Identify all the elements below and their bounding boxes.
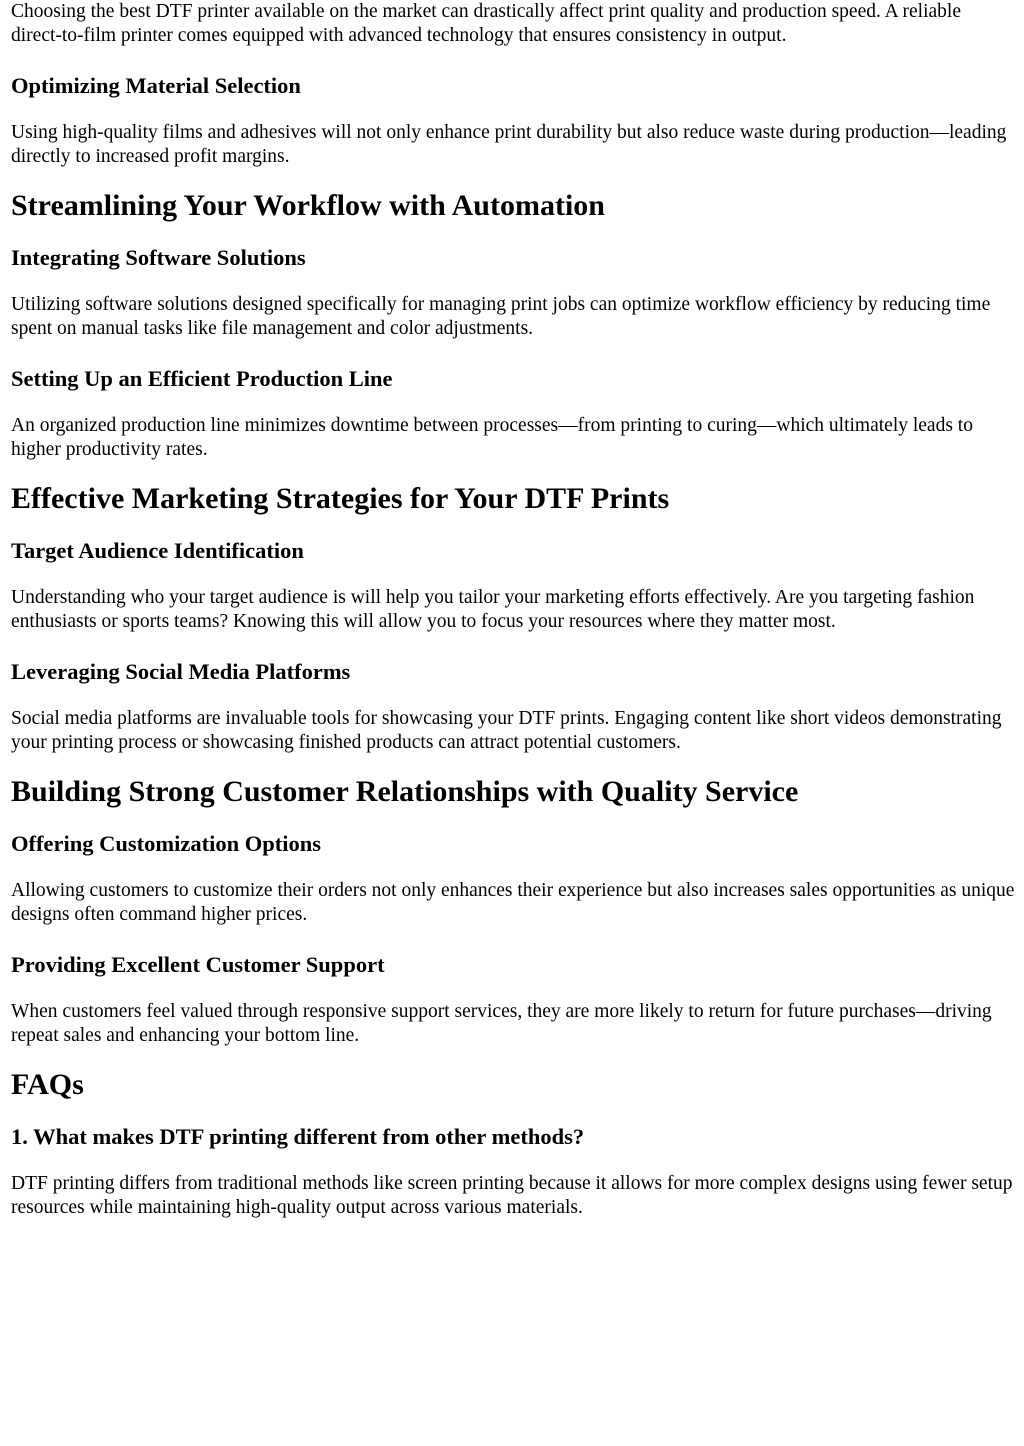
paragraph-material-selection: Using high-quality films and adhesives will not only enhance print durability but also reduce waste during production—leading directly to increased profit margins. (11, 122, 1007, 167)
subheading-social-media: Leveraging Social Media Platforms (11, 659, 351, 684)
heading-customer-relationships: Building Strong Customer Relationships with Quality Service (11, 775, 799, 808)
paragraph-production-line: An organized production line minimizes downtime between processes—from printing to curing—which ultimately leads to higher productivity rates. (11, 415, 973, 460)
paragraph-social-media: Social media platforms are invaluable tools for showcasing your DTF prints. Engaging content like short videos demonstrating your printing process or showcasing finished products can attract potential customers. (11, 708, 1002, 753)
paragraph-target-audience: Understanding who your target audience is will help you tailor your marketing efforts effectively. Are you targeting fashion enthusiasts or sports teams? Knowing this will allow you to focus your resources where they matter most. (11, 587, 975, 632)
paragraph-software-solutions: Utilizing software solutions designed specifically for managing print jobs can optimize workflow efficiency by reducing time spent on manual tasks like file management and color adjustments. (11, 294, 991, 339)
paragraph-customization: Allowing customers to customize their orders not only enhances their experience but also increases sales opportunities as unique designs often command higher prices. (11, 880, 1015, 925)
subheading-production-line: Setting Up an Efficient Production Line (11, 366, 393, 391)
heading-workflow: Streamlining Your Workflow with Automation (11, 189, 605, 222)
heading-faqs: FAQs (11, 1068, 84, 1101)
subheading-target-audience: Target Audience Identification (11, 538, 304, 563)
heading-marketing: Effective Marketing Strategies for Your DTF Prints (11, 482, 670, 515)
subheading-software-solutions: Integrating Software Solutions (11, 245, 306, 270)
article-body (11, 0, 1015, 1219)
subheading-material-selection: Optimizing Material Selection (11, 73, 301, 98)
subheading-customer-support: Providing Excellent Customer Support (11, 952, 385, 977)
intro-paragraph: Choosing the best DTF printer available on the market can drastically affect print quality and production speed. A reliable direct-to-film printer comes equipped with advanced technology that ensures consistency in output. (11, 1, 961, 46)
faq-answer-1: DTF printing differs from traditional methods like screen printing because it allows for more complex designs using fewer setup resources while maintaining high-quality output across various materials. (11, 1173, 1013, 1218)
paragraph-customer-support: When customers feel valued through responsive support services, they are more likely to return for future purchases—driving repeat sales and enhancing your bottom line. (11, 1001, 992, 1046)
faq-question-1: 1. What makes DTF printing different from other methods? (11, 1124, 585, 1149)
subheading-customization: Offering Customization Options (11, 831, 322, 856)
